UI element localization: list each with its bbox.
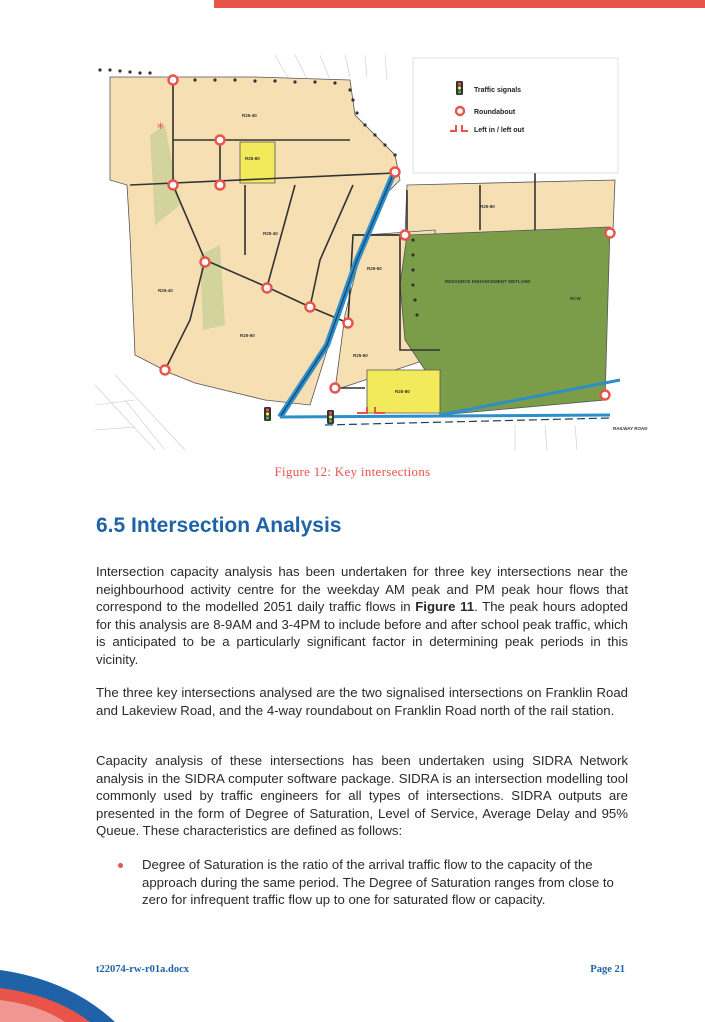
footer-doc-ref: t22074-rw-r01a.docx (96, 964, 190, 975)
bullet-list-item (118, 856, 628, 909)
legend-roundabout: Roundabout (474, 109, 516, 116)
zone-label: R25-40 (158, 288, 173, 293)
zone-label: R25-80 (395, 389, 410, 394)
paragraph-1 (96, 563, 628, 668)
paragraph-2: The three key intersections analysed are the two signalised intersections on Franklin Road and Lakeview Road, and the 4-way roundabout on Franklin Road north of the rail station. (96, 685, 628, 718)
footer-page-number: Page 21 (590, 964, 625, 975)
zone-label: R25-80 (245, 156, 260, 161)
bullet-text: Degree of Saturation is the ratio of the arrival traffic flow to the capacity of the approach during the same period. The Degree of Saturation ranges from close to zero for infrequent traffic flow up to one for saturated flow or capacity. (142, 857, 614, 907)
zone-label: R25-80 (480, 204, 495, 209)
zone-label: RCW (570, 296, 581, 301)
wetland-label: RESOURCE ENHANCEMENT WETLAND (445, 279, 531, 284)
road-label: RAILWAY ROAD (613, 426, 648, 431)
map-svg (95, 55, 648, 450)
figure-caption: Figure 12: Key intersections (274, 464, 431, 479)
key-intersections-map (95, 55, 648, 450)
legend-traffic-signals: Traffic signals (474, 87, 522, 94)
paragraph-1-text-cont: . The peak hours adopted for this analysis are 8-9AM and 3-4PM to include before and after school peak traffic, which is anticipated to be a particularly significant factor in determining peak periods in this vicinity. (96, 599, 628, 667)
header-accent-bar (214, 0, 705, 8)
figure-reference: Figure 11 (415, 599, 475, 614)
paragraph-1-text: Intersection capacity analysis has been undertaken for three key intersections near the neighbourhood activity centre for the weekday AM peak and PM peak hour flows that correspond to the modelled 2051 daily traffic flows in (96, 564, 628, 614)
paragraph-3: Capacity analysis of these intersections has been undertaken using SIDRA Network analysis in the SIDRA computer software package. SIDRA is an intersection modelling tool commonly used by traffic engineers for all types of intersections. SIDRA outputs are presented in the form of Degree of Saturation, Level of Service, Average Delay and 95% Queue. These characteristics are defined as follows: (96, 753, 628, 838)
zone-label: R25-60 (353, 353, 368, 358)
zone-label: R25-60 (240, 333, 255, 338)
asterisk-marker: * (157, 121, 164, 137)
zone-label: R25-60 (367, 266, 382, 271)
zone-label: R25-40 (242, 113, 257, 118)
bullet-dot-icon (118, 863, 123, 868)
zone-label: R25-40 (263, 231, 278, 236)
map-legend (413, 58, 618, 173)
roundabout-icon (456, 107, 464, 115)
legend-left-in-left-out: Left in / left out (474, 127, 525, 134)
section-title: 6.5 Intersection Analysis (96, 514, 342, 537)
